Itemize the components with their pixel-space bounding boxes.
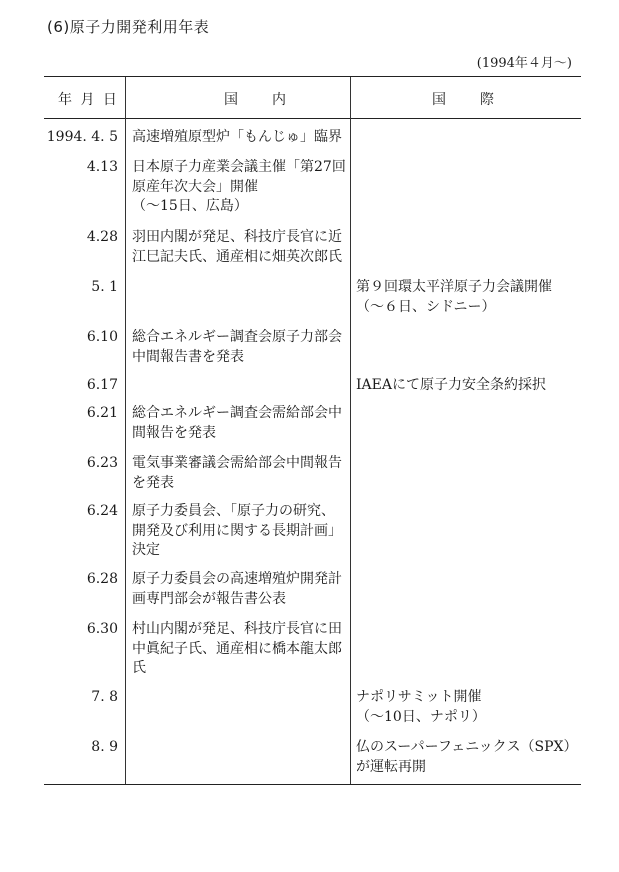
domestic-text-line: 総合エネルギー調査会需給部会中 — [132, 405, 342, 421]
domestic-text-line: 江巳記夫氏、通産相に畑英次郎氏 — [132, 248, 342, 265]
domestic-text-line: 原子力委員会、「原子力の研究、 — [132, 503, 335, 519]
page-title: (6)原子力開発利用年表 — [47, 18, 210, 36]
domestic-text-line: （～15日、広島） — [132, 198, 248, 214]
domestic-text-line: 決定 — [132, 542, 160, 558]
row-date: 6.17 — [86, 377, 118, 393]
table-bottom-rule — [44, 784, 581, 785]
row-date: 4.28 — [86, 229, 118, 245]
row-domestic — [132, 570, 347, 609]
international-text-line: 仏のスーパーフェニックス（SPX） — [356, 739, 578, 755]
column-divider-domestic — [350, 77, 351, 784]
international-text-line: 第９回環太平洋原子力会議開催 — [356, 279, 552, 295]
domestic-text-line: 総合エネルギー調査会原子力部会 — [132, 329, 342, 345]
header-international: 国際 — [432, 92, 528, 108]
domestic-text-line: 中眞紀子氏、通産相に橋本龍太郎 — [132, 640, 342, 657]
domestic-text-line: 氏 — [132, 660, 146, 676]
international-text-line: が運転再開 — [356, 758, 426, 775]
domestic-text-line: 中間報告書を発表 — [132, 348, 244, 365]
domestic-text-line: 原子力委員会の高速増殖炉開発計 — [132, 571, 342, 587]
row-date: 6.24 — [86, 503, 118, 519]
row-date: 4.13 — [86, 159, 118, 175]
row-domestic — [132, 328, 347, 367]
row-domestic — [132, 228, 347, 267]
row-date: 8. 9 — [91, 739, 118, 755]
row-date: 6.10 — [86, 329, 118, 345]
domestic-text-line: 村山内閣が発足、科技庁長官に田 — [132, 621, 342, 637]
row-domestic — [132, 502, 347, 561]
domestic-text-line: 開発及び利用に関する長期計画」 — [132, 522, 342, 539]
row-date: 1994. 4. 5 — [46, 129, 118, 145]
row-date: 6.30 — [86, 621, 118, 637]
row-domestic — [132, 158, 347, 217]
row-international — [356, 688, 586, 727]
domestic-text-line: 日本原子力産業会議主催「第27回 — [132, 159, 346, 175]
domestic-text-line: 電気事業審議会需給部会中間報告 — [132, 455, 342, 471]
header-date: 年 月 日 — [58, 92, 119, 108]
domestic-text-line: 原産年次大会」開催 — [132, 178, 258, 195]
row-domestic — [132, 454, 347, 493]
row-domestic — [132, 404, 347, 443]
row-date: 6.21 — [86, 405, 118, 421]
column-divider-date — [125, 77, 126, 784]
row-domestic — [132, 128, 347, 148]
row-date: 6.28 — [86, 571, 118, 587]
domestic-text-line: 高速増殖原型炉「もんじゅ」臨界 — [132, 129, 342, 145]
header-domestic: 国内 — [224, 92, 320, 108]
international-text-line: ナポリサミット開催 — [356, 689, 482, 705]
domestic-text-line: 羽田内閣が発足、科技庁長官に近 — [132, 229, 342, 245]
row-date: 6.23 — [86, 455, 118, 471]
international-text-line: （～10日、ナポリ） — [356, 708, 486, 725]
domestic-text-line: 間報告を発表 — [132, 424, 216, 441]
domestic-text-line: を発表 — [132, 474, 174, 491]
domestic-text-line: 画専門部会が報告書公表 — [132, 590, 286, 607]
international-text-line: （～６日、シドニー） — [356, 298, 496, 315]
row-date: 7. 8 — [91, 689, 118, 705]
row-domestic — [132, 620, 347, 679]
row-date: 5. 1 — [91, 279, 118, 295]
period-note: (1994年４月～) — [476, 56, 572, 71]
row-international — [356, 738, 586, 777]
row-international — [356, 376, 586, 396]
row-international — [356, 278, 586, 317]
international-text-line: IAEAにて原子力安全条約採択 — [356, 377, 546, 393]
